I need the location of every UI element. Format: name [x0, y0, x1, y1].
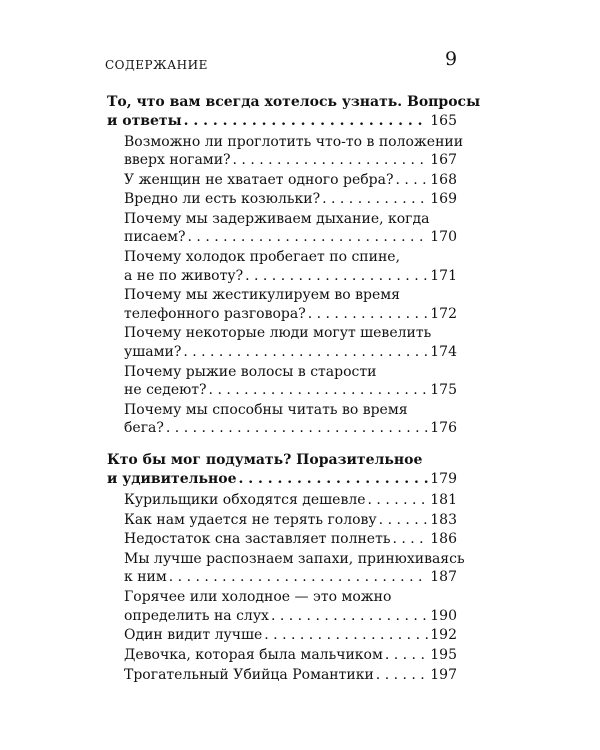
entry-page-number: 169 [430, 191, 457, 208]
entry-text: определить на слух [124, 607, 269, 624]
dot-leader [308, 305, 429, 323]
dot-leader [233, 151, 429, 169]
entry-text: Трогательный Убийца Романтики [124, 666, 374, 683]
page-number: 9 [445, 48, 458, 70]
entry-text: Один видит лучше [124, 627, 263, 644]
toc-entry [107, 626, 457, 644]
entry-text: Почему мы задерживаем дыхание, когда [124, 211, 430, 228]
dot-leader [322, 190, 428, 208]
toc-entry [107, 190, 457, 208]
entry-text: телефонного разговора? [124, 305, 306, 322]
entry-text: У женщин не хватает одного ребра? [124, 171, 394, 188]
entry-text: ушами? [124, 343, 182, 360]
entry-page-number: 187 [430, 569, 457, 586]
toc-entry [107, 363, 457, 400]
entry-text: Почему некоторые люди могут шевелить [124, 325, 432, 342]
entry-page-number: 183 [430, 511, 457, 528]
dot-leader [188, 228, 429, 246]
entry-page-number: 170 [430, 229, 457, 246]
entry-text: Почему холодок пробегает по спине, [124, 249, 401, 266]
entry-page-number: 181 [430, 491, 457, 508]
dot-leader [184, 112, 429, 131]
toc-entry [107, 530, 457, 548]
toc-entry [107, 210, 457, 247]
dot-leader [392, 530, 428, 548]
section-title [107, 451, 457, 489]
entry-page-number: 168 [430, 171, 457, 188]
entry-text: Почему мы жестикулируем во время [124, 287, 400, 304]
entry-text: Возможно ли проглотить что-то в положении [124, 133, 464, 150]
entry-page-number: 190 [430, 607, 457, 624]
dot-leader [183, 343, 428, 361]
section-title-line: и ответы [107, 113, 182, 129]
entry-text: Почему мы способны читать во время [124, 401, 408, 418]
section-title [107, 93, 481, 131]
entry-text: Почему рыжие волосы в старости [124, 363, 377, 380]
entry-text: к ним [124, 569, 167, 586]
entry-text: Недостаток сна заставляет полнеть [124, 531, 391, 548]
dot-leader [368, 491, 429, 509]
dot-leader [395, 171, 428, 189]
entry-page-number: 192 [430, 627, 457, 644]
dot-leader [385, 646, 428, 664]
entry-page-number: 176 [430, 419, 457, 436]
dot-leader [379, 511, 429, 529]
entry-page-number: 197 [430, 666, 457, 683]
entry-page-number: 175 [430, 381, 457, 398]
dot-leader [239, 470, 429, 489]
entry-text: вверх ногами? [124, 151, 231, 168]
dot-leader [169, 568, 429, 586]
entry-page-number: 167 [430, 151, 457, 168]
toc-entry [107, 324, 457, 361]
toc-entry [107, 511, 457, 529]
section-title-line: То, что вам всегда хотелось узнать. Вопросы [107, 94, 481, 110]
toc-entry [107, 171, 457, 189]
section-title-line: и удивительное [107, 471, 237, 488]
toc-section [107, 93, 481, 437]
entry-text: Девочка, которая была мальчиком [124, 647, 383, 664]
entry-text: Горячее или холодное — это можно [124, 589, 392, 606]
dot-leader [271, 607, 428, 625]
dot-leader [245, 267, 428, 285]
running-head: СОДЕРЖАНИЕ [105, 58, 208, 72]
entry-page-number: 195 [430, 647, 457, 664]
entry-text: бега? [124, 419, 164, 436]
toc-entry [107, 666, 457, 684]
toc-entry [107, 646, 457, 664]
entry-text: писаем? [124, 229, 186, 246]
entry-text: Как нам удается не терять голову [124, 511, 377, 528]
entry-page-number: 171 [430, 267, 457, 284]
dot-leader [166, 419, 428, 437]
toc-entry [107, 588, 457, 625]
entry-text: Вредно ли есть козюльки? [124, 191, 321, 208]
toc-entry [107, 401, 457, 438]
entry-page-number: 172 [430, 305, 457, 322]
toc-entry [107, 248, 457, 285]
dot-leader [264, 626, 428, 644]
entry-text: а не по животу? [124, 267, 244, 284]
toc-entry [107, 550, 465, 587]
toc-entry [107, 133, 464, 170]
entry-text: Курильщики обходятся дешевле [124, 491, 366, 508]
dot-leader [209, 381, 429, 399]
entry-page-number: 174 [430, 343, 457, 360]
entry-text: не седеют? [124, 381, 207, 398]
toc-entry [107, 286, 457, 323]
entry-page-number: 186 [430, 531, 457, 548]
section-page-number: 165 [430, 113, 457, 129]
dot-leader [376, 666, 428, 684]
entry-text: Мы лучше распознаем запахи, принюхиваясь [124, 551, 465, 568]
toc-entry [107, 491, 457, 509]
section-title-line: Кто бы мог подумать? Поразительное [107, 452, 423, 469]
toc-section [107, 451, 465, 684]
table-of-contents [107, 93, 481, 698]
section-page-number: 179 [430, 471, 457, 488]
